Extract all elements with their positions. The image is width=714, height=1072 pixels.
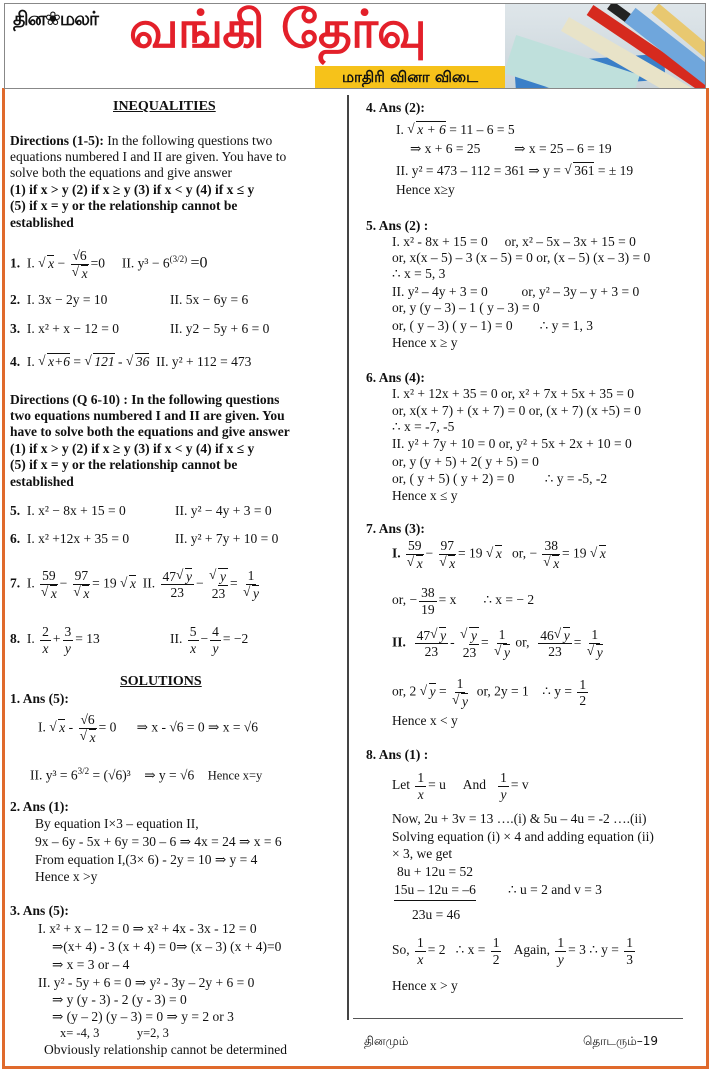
math-term: or, 2y = 1 [476, 683, 529, 699]
math-term: 3 [626, 951, 634, 967]
radical: √ x [47, 255, 54, 271]
section-heading: INEQUALITIES [113, 99, 216, 114]
equals: =0 [190, 254, 208, 272]
question-8 [10, 624, 249, 656]
math-term: II. [142, 575, 156, 591]
math-term: √ y [461, 693, 468, 710]
solution-8-line: ∴ u = 2 and v = 3 [508, 882, 602, 897]
math-term: 1 [417, 935, 424, 950]
footer-rule [353, 1018, 683, 1019]
math-term: √ x [129, 575, 136, 591]
math-term: = [73, 354, 81, 369]
directions-text: solve both the equations and give answer [10, 165, 232, 180]
solution-5-line: or, x(x – 5) – 3 (x – 5) = 0 or, (x – 5) (x – 3) = 0 [392, 250, 651, 265]
solution-5-line: or, ( y – 3) ( y – 1) = 0 ∴ y = 1, 3 [392, 318, 594, 333]
fraction [460, 627, 479, 660]
answer-options: (5) if x = y or the relationship cannot be [10, 198, 238, 213]
fraction [73, 568, 91, 601]
math-term: II. y² + 112 = 473 [156, 354, 252, 369]
footer-continued: தொடரும்–19 [583, 1034, 659, 1048]
math-term: = [230, 575, 238, 591]
math-term: y [557, 951, 564, 967]
math-term: 47 [162, 568, 176, 584]
math-term: √ y [563, 627, 570, 643]
fraction [210, 624, 221, 656]
question-4 [10, 353, 251, 370]
math-term: = [481, 634, 489, 650]
math-term: 3. [10, 321, 21, 336]
solution-5-line: I. x² - 8x + 15 = 0 or, x² – 5x – 3x + 15 = 0 [392, 234, 636, 249]
solution-8-head: 8. Ans (1) : [366, 747, 429, 762]
fraction [188, 624, 199, 656]
math-term: = v [510, 777, 529, 793]
answer-options: established [10, 215, 74, 230]
math-term: So, [392, 942, 410, 958]
page-title: வங்கி தேர்வு [129, 3, 426, 60]
math-term: 97 [74, 568, 89, 583]
math-term: 23 [548, 644, 562, 660]
math-term: √ y [252, 585, 259, 602]
math-term: I. 3x − 2y = 10 [26, 292, 108, 307]
math-term: √ y [185, 568, 192, 584]
math-term: 1 [492, 935, 500, 950]
math-term: 23 [211, 585, 226, 601]
math-term: 23 [462, 644, 477, 660]
math-term: = 0 [98, 719, 117, 735]
math-term: = 19 [458, 545, 483, 561]
math-term: y [64, 640, 71, 656]
solution-1-line [30, 763, 262, 785]
answer-options: (1) if x > y (2) if x ≥ y (3) if x < y (4) if x ≤ y [10, 441, 255, 456]
math-term: √ x+6 [47, 353, 70, 369]
math-term: √ y [429, 683, 436, 699]
operator: − [57, 255, 66, 271]
fraction [71, 248, 89, 281]
math-term: or, − [392, 592, 418, 608]
question-3 [10, 320, 270, 337]
solution-6-line: I. x² + 12x + 35 = 0 or, x² + 7x + 5x + 35 = 0 [392, 386, 634, 401]
fraction [624, 935, 635, 967]
math-term: II. y2 − 5y + 6 = 0 [170, 321, 270, 336]
solution-8-line: × 3, we get [392, 846, 453, 861]
books-image [505, 4, 705, 88]
math-term: = 13 [75, 631, 100, 647]
math-term: 1 [500, 770, 507, 785]
math-term: I. x² − 8x + 15 = 0 [26, 503, 126, 518]
math-term: 1 [557, 935, 565, 950]
math-term: = ± 19 [597, 163, 634, 178]
directions-text: equations numbered I and II are given. You have to [10, 149, 287, 164]
math-term: or, 2 [392, 683, 417, 699]
math-term: 2 [492, 951, 500, 967]
solution-3-line: ⇒ (y – 2) (y – 3) = 0 ⇒ y = 2 or 3 [52, 1009, 234, 1024]
math-term: - [68, 719, 74, 735]
math-term: 47 [416, 627, 431, 643]
equation-2: II. y³ − 6 [121, 255, 170, 271]
math-term: 2 [579, 693, 587, 709]
math-term: √ x [50, 585, 57, 602]
fraction [555, 935, 566, 967]
solution-5-line: or, y (y – 3) – 1 ( y – 3) = 0 [392, 300, 540, 315]
math-term: x [417, 786, 424, 802]
solution-4-head: 4. Ans (2): [366, 100, 425, 115]
math-term: Hence x=y [207, 768, 263, 783]
math-term: − [200, 631, 209, 647]
math-term: ∴ y = [542, 683, 572, 699]
math-term: √6 [80, 712, 95, 727]
question-number: 1. [10, 255, 21, 271]
math-term: or, − [512, 545, 538, 561]
solution-6-head: 6. Ans (4): [366, 370, 425, 385]
math-term: √ y [439, 627, 446, 643]
solution-3-line: ⇒(x+ 4) - 3 (x + 4) = 0⇒ (x – 3) (x + 4)=0 [52, 939, 282, 954]
question-2 [10, 291, 249, 308]
math-term: II. y² − 4y + 3 = 0 [175, 503, 272, 518]
math-term: 5 [189, 624, 197, 639]
math-term: = 3 ∴ y = [568, 942, 619, 958]
math-term: 7. [10, 575, 21, 591]
fraction [577, 677, 588, 709]
solution-3-line: I. x² + x – 12 = 0 ⇒ x² + 4x - 3x - 12 = 0 [38, 921, 257, 936]
math-term: = −2 [222, 631, 249, 647]
fraction [243, 568, 259, 601]
math-term: Again, [513, 942, 550, 958]
fraction [415, 628, 449, 660]
solution-2-line: From equation I,(3× 6) - 2y = 10 ⇒ y = 4 [35, 852, 258, 867]
math-term: = (√6)³ [92, 767, 131, 783]
math-term: 38 [421, 585, 435, 600]
math-term: + [52, 631, 61, 647]
math-term: √ x [599, 545, 606, 561]
math-term: 1 [626, 935, 634, 950]
directions-2: two equations numbered I and II are given. You [10, 408, 285, 423]
math-term: II. [170, 631, 183, 647]
question-6 [10, 530, 279, 547]
math-term: 5. [10, 503, 21, 518]
math-term: = 19 [92, 575, 117, 591]
math-term: I. x² + x − 12 = 0 [26, 321, 120, 336]
solution-3-line: Obviously relationship cannot be determined [44, 1042, 287, 1057]
math-term: = 19 [561, 545, 587, 561]
solution-7-line [392, 538, 606, 571]
fraction [491, 935, 502, 967]
solution-8-line: Hence x > y [392, 978, 458, 993]
fraction [40, 568, 58, 601]
solution-8-line: 23u = 46 [412, 907, 461, 922]
math-term: 1 [417, 770, 425, 785]
math-term: √ y [503, 644, 510, 661]
solution-3-line: ⇒ x = 3 or – 4 [52, 957, 130, 972]
solutions-heading: SOLUTIONS [120, 674, 202, 689]
math-term: √ y [218, 568, 228, 586]
directions-text: In the following questions two [103, 133, 273, 148]
solution-7-line: Hence x < y [392, 713, 458, 728]
math-term: √ x [552, 555, 559, 572]
solution-4-line [396, 162, 633, 179]
math-term: x [190, 640, 197, 656]
directions-2: Directions (Q 6-10) : In the following questions [10, 392, 280, 407]
math-term: x [417, 951, 424, 967]
math-term: 1 [498, 627, 506, 642]
math-term: 46 [540, 627, 554, 643]
solution-5-line: ∴ x = 5, 3 [392, 266, 446, 281]
directions-2: have to solve both the equations and give answer [10, 424, 290, 439]
math-term: √ 36 [135, 353, 150, 369]
solution-2-line: 9x – 6y - 5x + 6y = 30 – 6 ⇒ 4x = 24 ⇒ x = 6 [35, 834, 282, 849]
math-term: 8. [10, 631, 21, 647]
directions-label: Directions (1-5): [10, 133, 104, 148]
math-term: 2 [42, 624, 49, 639]
directions-1 [10, 132, 272, 149]
math-term: 3/2 [77, 766, 90, 776]
math-term: √ x + 6 [416, 121, 446, 137]
math-term: √ x [416, 555, 423, 572]
fraction [587, 627, 603, 660]
fraction [161, 569, 195, 601]
math-term: ⇒ y = √6 [144, 767, 195, 783]
math-term: √6 [72, 248, 87, 263]
math-term: y [500, 786, 507, 802]
fraction [63, 624, 74, 656]
math-term: 1 [247, 568, 255, 583]
math-term: 3 [64, 624, 72, 639]
question-5 [10, 502, 272, 519]
math-term: = [573, 634, 582, 650]
math-term: 23 [170, 585, 184, 601]
answer-options: established [10, 474, 74, 489]
solution-4-line: ⇒ x + 6 = 25 ⇒ x = 25 – 6 = 19 [410, 141, 612, 156]
math-term: ∴ x = − 2 [483, 592, 535, 608]
math-term: I. [26, 631, 35, 647]
math-term: 1 [591, 627, 599, 642]
solution-6-line: or, y (y + 5) + 2( y + 5) = 0 [392, 454, 539, 469]
math-term: II. y² + 7y + 10 = 0 [175, 531, 279, 546]
exponent: (3/2) [169, 254, 188, 265]
column-divider [347, 95, 349, 1020]
math-term: − [59, 575, 68, 591]
math-term: 1 [579, 676, 587, 692]
math-term: 38 [544, 538, 558, 553]
solution-3-head: 3. Ans (5): [10, 903, 69, 918]
fraction [439, 538, 457, 571]
math-term: √ x [448, 555, 455, 572]
math-term: Let [392, 777, 410, 793]
fraction [452, 676, 468, 709]
solution-3-line: x= -4, 3 y=2, 3 [60, 1026, 169, 1040]
solution-7-line [392, 627, 605, 660]
question-7 [10, 568, 261, 601]
solution-8-line [392, 770, 529, 802]
solution-5-line: Hence x ≥ y [392, 335, 458, 350]
math-term: √ y [596, 644, 603, 661]
section-subtitle: மாதிரி வினா விடை [315, 66, 505, 88]
masthead [4, 3, 706, 89]
solution-8-line: Now, 2u + 3v = 13 ….(i) & 5u – 4u = -2 ….(ii) [392, 811, 647, 826]
math-term: ∴ x = [455, 942, 486, 958]
math-term: 59 [42, 568, 56, 583]
math-term: = u [428, 777, 446, 793]
math-term: 4 [212, 624, 219, 639]
math-term: √ y [469, 627, 479, 645]
math-term: = [438, 683, 447, 699]
math-term: - [450, 634, 455, 650]
fraction [79, 712, 97, 745]
footer-left: தினமும் [364, 1034, 409, 1048]
math-term: √ x [82, 585, 89, 602]
math-term: 19 [421, 601, 435, 617]
math-term: − [425, 545, 434, 561]
fraction [494, 627, 510, 660]
fraction [419, 585, 437, 617]
solution-6-line: or, ( y + 5) ( y + 2) = 0 ∴ y = -5, -2 [392, 471, 608, 486]
solution-7-head: 7. Ans (3): [366, 521, 425, 536]
math-term: y [212, 640, 219, 656]
math-term: − [196, 575, 204, 591]
math-term: II. [392, 634, 406, 650]
math-term: √ x [58, 719, 65, 735]
eq-label: I. [26, 255, 35, 271]
solution-4-line: Hence x≥y [396, 182, 455, 197]
math-term: √ x [81, 265, 88, 282]
math-term: I. [392, 545, 401, 561]
fraction [498, 770, 509, 802]
fraction [40, 624, 51, 656]
math-term: And [462, 777, 486, 793]
equals: =0 [90, 255, 106, 271]
solution-1-head: 1. Ans (5): [10, 691, 69, 706]
math-term: 2. [10, 292, 21, 307]
math-term: II. y³ = 6 [30, 767, 78, 783]
math-term: - [117, 354, 123, 369]
math-term: 6. [10, 531, 21, 546]
math-term: √ x [495, 545, 502, 561]
math-term: √ 121 [93, 353, 114, 369]
solution-7-line [392, 585, 534, 617]
math-term: 1 [456, 676, 464, 691]
solution-2-line: Hence x >y [35, 869, 98, 884]
solution-3-line: ⇒ y (y - 3) - 2 (y - 3) = 0 [52, 992, 187, 1007]
math-term: = 2 [427, 942, 446, 958]
fraction [542, 538, 560, 571]
math-term: II. y² = 473 – 112 = 361 ⇒ y = [396, 163, 561, 178]
math-term: II. 5x − 6y = 6 [170, 292, 249, 307]
solution-1-line [38, 712, 258, 745]
newspaper-logo: தின❀மலர் [13, 8, 98, 30]
math-term: I. x² +12x + 35 = 0 [26, 531, 130, 546]
solution-6-line: II. y² + 7y + 10 = 0 or, y² + 5x + 2x + 10 = 0 [392, 436, 632, 451]
math-term: I. [396, 122, 404, 137]
answer-options: (5) if x = y or the relationship cannot be [10, 457, 238, 472]
math-term: 23 [424, 644, 439, 660]
solution-6-line: ∴ x = -7, -5 [392, 419, 455, 434]
solution-4-line [396, 121, 515, 138]
solution-8-line [392, 935, 637, 967]
math-term: I. [38, 719, 46, 735]
math-term: 4. [10, 354, 21, 369]
solution-5-head: 5. Ans (2) : [366, 218, 429, 233]
math-term: √ x [89, 729, 96, 746]
solution-8-line: Solving equation (i) × 4 and adding equation (ii) [392, 829, 654, 844]
math-term: or, [515, 634, 530, 650]
math-term: x [42, 640, 49, 656]
math-term: = x [438, 592, 457, 608]
answer-options: (1) if x > y (2) if x ≥ y (3) if x < y (4) if x ≤ y [10, 182, 255, 197]
solution-8-line: 15u – 12u = –6 [394, 881, 476, 901]
solution-2-line: By equation I×3 – equation II, [35, 816, 199, 831]
math-term: √ 361 [573, 162, 594, 178]
solution-7-line [392, 676, 590, 709]
fraction [415, 935, 426, 967]
question-1 [10, 248, 207, 281]
math-term: 97 [440, 538, 455, 553]
solution-2-head: 2. Ans (1): [10, 799, 69, 814]
fraction [209, 568, 228, 601]
fraction [415, 770, 426, 802]
solution-5-line: II. y² – 4y + 3 = 0 or, y² – 3y – y + 3 = 0 [392, 284, 640, 299]
solution-6-line: or, x(x + 7) + (x + 7) = 0 or, (x + 7) (x +5) = 0 [392, 403, 642, 418]
fraction [538, 628, 572, 660]
math-term: ⇒ x - √6 = 0 ⇒ x = √6 [136, 719, 258, 735]
math-term: = 11 – 6 = 5 [449, 122, 515, 137]
math-term: I. [26, 354, 35, 369]
fraction [406, 538, 424, 571]
math-term: 59 [408, 538, 422, 553]
solution-6-line: Hence x ≤ y [392, 488, 458, 503]
solution-8-line: 8u + 12u = 52 [397, 864, 473, 879]
math-term: I. [26, 575, 35, 591]
solution-3-line: II. y² - 5y + 6 = 0 ⇒ y² - 3y – 2y + 6 = 0 [38, 975, 255, 990]
